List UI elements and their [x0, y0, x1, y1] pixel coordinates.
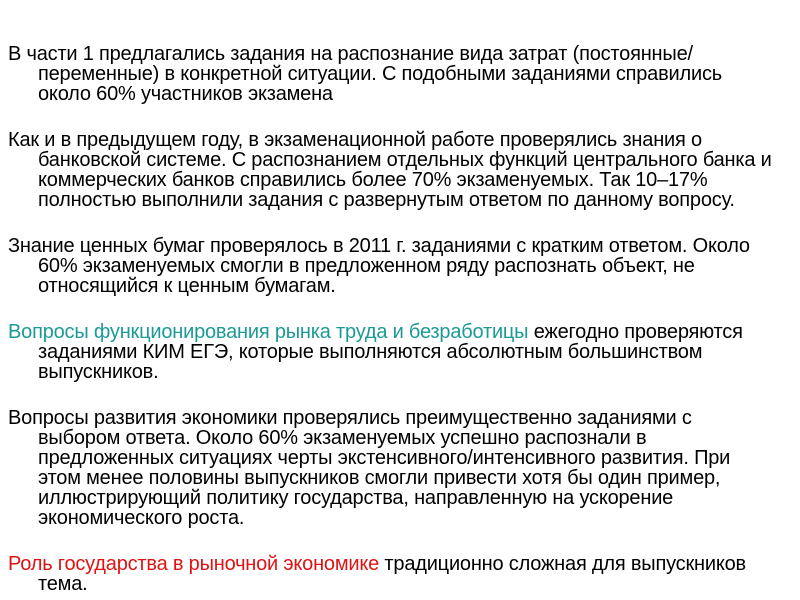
highlighted-phrase-red: Роль государства в рыночной экономике: [8, 553, 380, 575]
paragraph-1: [8, 44, 774, 104]
paragraph-2-text: Как и в предыдущем году, в экзаменационной работе проверялись знания о банковской системе. С распознанием отдельных функций центрального банка и коммерческих банков справились более 70% экзаменуемых. Так 10–17% полностью выполнили задания с развернутым ответом по данному вопросу.: [8, 129, 772, 211]
paragraph-2: [8, 130, 774, 210]
paragraph-1-text: В части 1 предлагались задания на распознание вида затрат (постоянные/переменные) в конкретной ситуации. С подобными заданиями справились около 60% участников экзамена: [8, 43, 722, 105]
paragraph-6-text: традиционно сложная для выпускников тема.: [38, 553, 746, 595]
paragraph-3-text: Знание ценных бумаг проверялось в 2011 г. заданиями с кратким ответом. Около 60% экзаменуемых смогли в предложенном ряду распознать объект, не относящийся к ценным бумагам.: [8, 235, 750, 297]
paragraph-5-text: Вопросы развития экономики проверялись преимущественно заданиями с выбором ответа. Около 60% экзаменуемых успешно распознали в предложенных ситуациях черты экстенсивного/интенсивного развития. При этом менее половины выпускников смогли привести хотя бы один пример, иллюстрирующий политику государства, направленную на ускорение экономического роста.: [8, 407, 731, 529]
paragraph-4: [8, 322, 774, 382]
paragraph-5: [8, 408, 774, 528]
paragraph-4-text: ежегодно проверяются заданиями КИМ ЕГЭ, которые выполняются абсолютным большинством выпускников.: [38, 321, 743, 383]
paragraph-6: [8, 554, 774, 594]
highlighted-phrase-teal: Вопросы функционирования рынка труда и безработицы: [8, 321, 529, 343]
paragraph-3: [8, 236, 774, 296]
